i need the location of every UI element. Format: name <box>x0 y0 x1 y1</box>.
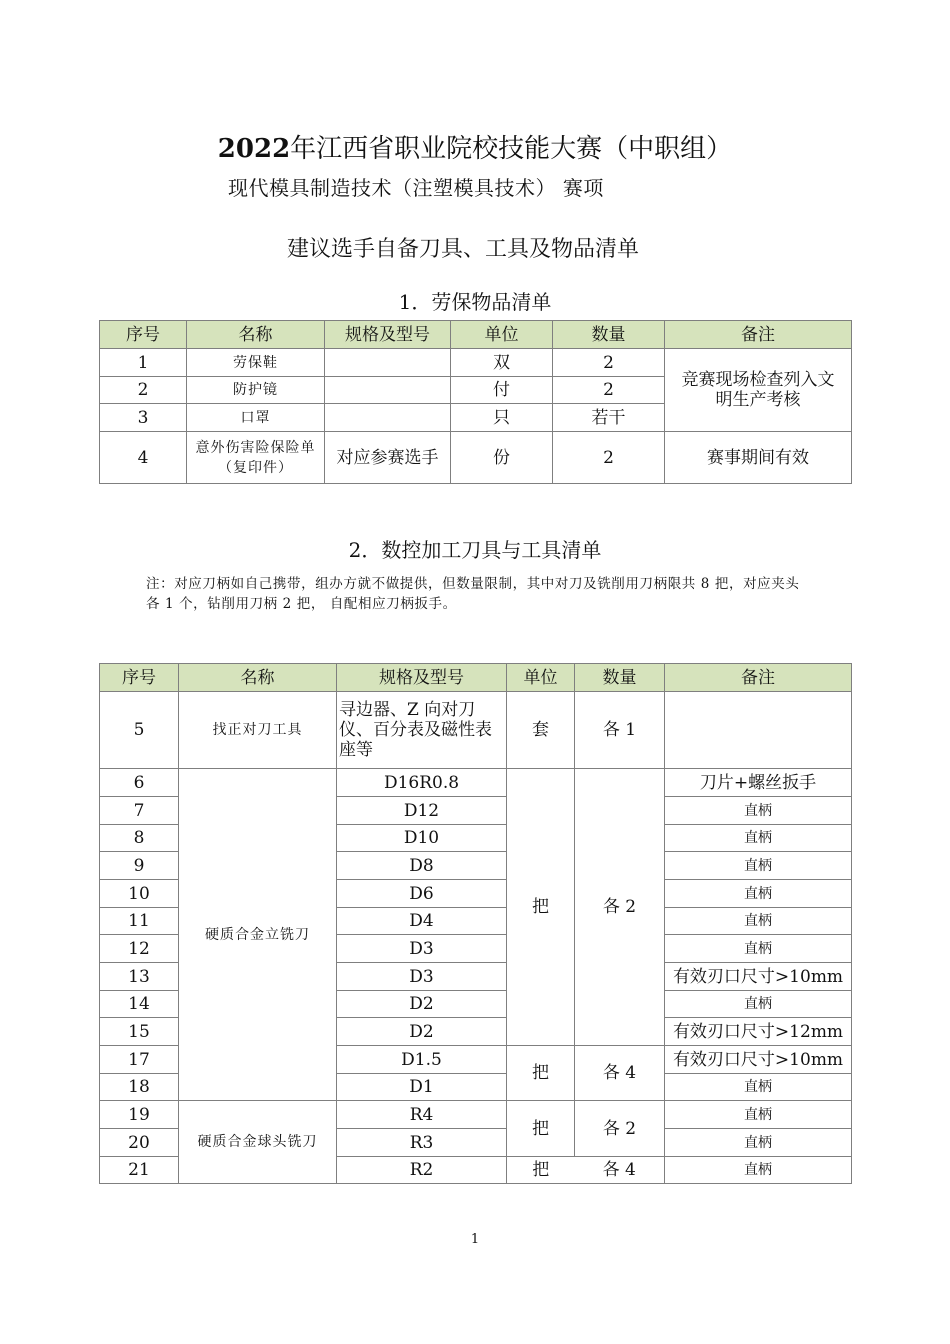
cell-note: 直柄 <box>665 935 852 963</box>
cell-note: 有效刃口尺寸>12mm <box>665 1018 852 1046</box>
cell-note: 直柄 <box>665 1157 852 1184</box>
list-title: 建议选手自备刀具、工具及物品清单 <box>286 237 639 262</box>
cell-no: 18 <box>100 1074 179 1101</box>
cell-no: 10 <box>100 880 179 908</box>
cell-note: 有效刃口尺寸>10mm <box>665 1046 852 1074</box>
section2-heading: 2．数控加工刀具与工具清单 <box>348 538 602 562</box>
cell-note: 直柄 <box>665 908 852 935</box>
col-header: 规格及型号 <box>337 664 507 692</box>
cell-endmill-name: 硬质合金立铣刀 <box>179 769 337 1101</box>
title-text: 年江西省职业院校技能大赛（中职组） <box>290 134 733 164</box>
cell-unit: 套 <box>507 692 575 769</box>
cell-no: 1 <box>100 349 187 377</box>
col-header: 名称 <box>179 664 337 692</box>
table-row <box>100 692 852 769</box>
cell-unit: 双 <box>451 349 553 377</box>
cell-no: 21 <box>100 1157 179 1184</box>
cell-name: 防护镜 <box>187 377 325 404</box>
cell-no: 7 <box>100 797 179 825</box>
cell-no: 15 <box>100 1018 179 1046</box>
section1-heading: 1．劳保物品清单 <box>398 290 552 314</box>
cell-spec: 寻边器、Z 向对刀仪、百分表及磁性表座等 <box>337 692 507 769</box>
document-subtitle: 现代模具制造技术（注塑模具技术） 赛项 <box>228 176 604 200</box>
col-header: 备注 <box>665 664 852 692</box>
cell-no: 8 <box>100 825 179 852</box>
cell-spec: D8 <box>337 852 507 880</box>
cell-note: 直柄 <box>665 825 852 852</box>
cell-no: 17 <box>100 1046 179 1074</box>
cell-spec: D16R0.8 <box>337 769 507 797</box>
cell-spec: D1 <box>337 1074 507 1101</box>
cell-name: 意外伤害险保险单（复印件） <box>187 432 325 484</box>
col-header: 单位 <box>451 321 553 349</box>
cell-merged-note: 竞赛现场检查列入文明生产考核 <box>665 349 852 432</box>
cell-qty: 2 <box>553 377 665 404</box>
cell-note: 有效刃口尺寸>10mm <box>665 963 852 991</box>
cell-note <box>665 692 852 769</box>
title-year: 2022 <box>217 134 291 164</box>
col-header: 备注 <box>665 321 852 349</box>
cell-note: 直柄 <box>665 991 852 1018</box>
cell-no: 19 <box>100 1101 179 1129</box>
cell-unit: 付 <box>451 377 553 404</box>
cell-spec: D2 <box>337 1018 507 1046</box>
cell-unit-group1: 把 <box>507 769 575 1046</box>
tools-table <box>99 663 852 1184</box>
cell-no: 6 <box>100 769 179 797</box>
col-header: 序号 <box>100 321 187 349</box>
table-header-row <box>100 664 852 692</box>
cell-no: 2 <box>100 377 187 404</box>
cell-spec: D3 <box>337 963 507 991</box>
cell-ballmill-name: 硬质合金球头铣刀 <box>179 1101 337 1184</box>
cell-unit: 份 <box>451 432 553 484</box>
cell-spec: D4 <box>337 908 507 935</box>
cell-qty-group3: 各 2 <box>575 1101 665 1157</box>
cell-note: 赛事期间有效 <box>665 432 852 484</box>
cell-no: 4 <box>100 432 187 484</box>
col-header: 数量 <box>553 321 665 349</box>
cell-no: 20 <box>100 1129 179 1157</box>
cell-no: 14 <box>100 991 179 1018</box>
cell-no: 12 <box>100 935 179 963</box>
cell-qty: 各 1 <box>575 692 665 769</box>
cell-qty-group1: 各 2 <box>575 769 665 1046</box>
col-header: 名称 <box>187 321 325 349</box>
cell-unit: 只 <box>451 404 553 432</box>
col-header: 序号 <box>100 664 179 692</box>
cell-qty: 2 <box>553 432 665 484</box>
cell-no: 11 <box>100 908 179 935</box>
cell-spec: R4 <box>337 1101 507 1129</box>
col-header: 规格及型号 <box>325 321 451 349</box>
table-row <box>100 349 852 377</box>
cell-spec: R3 <box>337 1129 507 1157</box>
cell-no: 3 <box>100 404 187 432</box>
document-title <box>0 128 950 165</box>
cell-name: 找正对刀工具 <box>179 692 337 769</box>
ppe-table <box>99 320 852 484</box>
col-header: 单位 <box>507 664 575 692</box>
cell-spec: 对应参赛选手 <box>325 432 451 484</box>
cell-spec: D6 <box>337 880 507 908</box>
cell-no: 13 <box>100 963 179 991</box>
section2-note: 注：对应刀柄如自己携带，组办方就不做提供，但数量限制，其中对刀及铣削用刀柄限共 8 把，对应夹头各 1 个，钻削用刀柄 2 把， 自配相应刀柄扳手。 <box>146 576 800 612</box>
page-number: 1 <box>470 1232 480 1247</box>
col-header: 数量 <box>575 664 665 692</box>
cell-no: 9 <box>100 852 179 880</box>
cell-note: 刀片+螺丝扳手 <box>665 769 852 797</box>
cell-qty: 若干 <box>553 404 665 432</box>
cell-spec <box>325 404 451 432</box>
cell-spec: R2 <box>337 1157 507 1184</box>
table-row <box>100 432 852 484</box>
cell-spec: D10 <box>337 825 507 852</box>
table-row <box>100 1101 852 1129</box>
cell-note: 直柄 <box>665 880 852 908</box>
cell-spec: D12 <box>337 797 507 825</box>
cell-unit-group2: 把 <box>507 1046 575 1101</box>
table-header-row <box>100 321 852 349</box>
cell-note: 直柄 <box>665 1074 852 1101</box>
cell-qty: 各 4 <box>575 1157 665 1184</box>
cell-note: 直柄 <box>665 797 852 825</box>
cell-qty: 2 <box>553 349 665 377</box>
cell-unit-group3: 把 <box>507 1101 575 1157</box>
cell-spec <box>325 377 451 404</box>
cell-note: 直柄 <box>665 1101 852 1129</box>
table-row <box>100 769 852 797</box>
cell-note: 直柄 <box>665 852 852 880</box>
cell-unit: 把 <box>507 1157 575 1184</box>
cell-note: 直柄 <box>665 1129 852 1157</box>
cell-qty-group2: 各 4 <box>575 1046 665 1101</box>
cell-spec <box>325 349 451 377</box>
cell-spec: D2 <box>337 991 507 1018</box>
cell-spec: D1.5 <box>337 1046 507 1074</box>
cell-no: 5 <box>100 692 179 769</box>
cell-name: 口罩 <box>187 404 325 432</box>
cell-spec: D3 <box>337 935 507 963</box>
cell-name: 劳保鞋 <box>187 349 325 377</box>
